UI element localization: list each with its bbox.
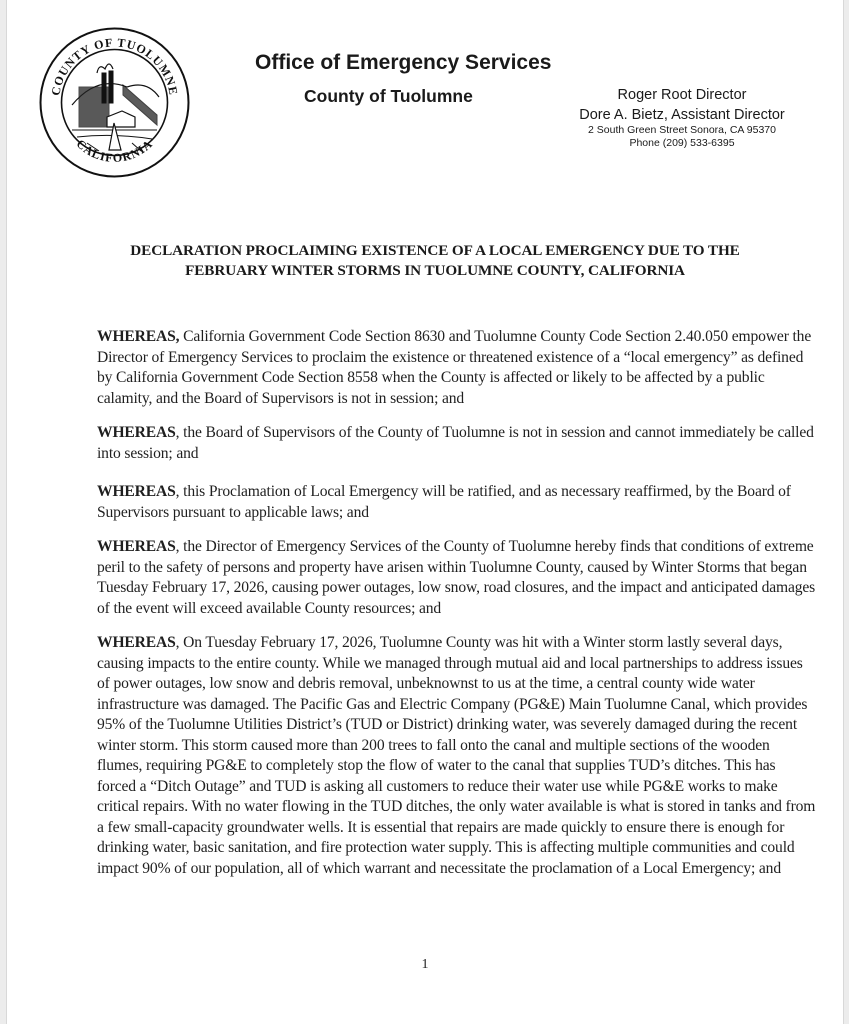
declaration-title-line-1: DECLARATION PROCLAIMING EXISTENCE OF A LOCAL EMERGENCY DUE TO THE bbox=[130, 242, 740, 259]
whereas-paragraph-3 bbox=[97, 482, 817, 523]
director-name: Roger Root Director bbox=[617, 87, 747, 103]
whereas-lead: WHEREAS, bbox=[97, 328, 180, 345]
assistant-director-name: Dore A. Bietz, Assistant Director bbox=[579, 107, 785, 123]
declaration-title-line-2: FEBRUARY WINTER STORMS IN TUOLUMNE COUNTY, CALIFORNIA bbox=[185, 262, 685, 279]
paragraph-text: , the Director of Emergency Services of the County of Tuolumne hereby finds that conditions of extreme peril to the safety of persons and property have arisen within Tuolumne County, caused by Winter Storms that began Tuesday February 17, 2026, causing power outages, low snow, road closures, and the impact and anticipated damages of the event will exceed available County resources; and bbox=[97, 538, 816, 617]
whereas-paragraph-4 bbox=[97, 537, 817, 619]
county-name: County of Tuolumne bbox=[304, 86, 473, 106]
declaration-title bbox=[77, 241, 793, 281]
whereas-lead: WHEREAS bbox=[97, 634, 176, 651]
whereas-paragraph-1 bbox=[97, 327, 817, 409]
whereas-paragraph-5 bbox=[97, 633, 817, 879]
paragraph-text: , this Proclamation of Local Emergency will be ratified, and as necessary reaffirmed, by the Board of Supervisors pursuant to applicable laws; and bbox=[97, 483, 791, 521]
whereas-paragraph-2 bbox=[97, 423, 817, 464]
document-page bbox=[6, 0, 844, 1024]
office-phone: Phone (209) 533-6395 bbox=[629, 137, 735, 149]
svg-text:CALIFORNIA: CALIFORNIA bbox=[73, 136, 156, 166]
page-number: 1 bbox=[421, 957, 429, 972]
paragraph-text: , the Board of Supervisors of the County of Tuolumne is not in session and cannot immediately be called into session; and bbox=[97, 424, 814, 462]
svg-text:COUNTY OF TUOLUMNE: COUNTY OF TUOLUMNE bbox=[48, 35, 181, 97]
whereas-lead: WHEREAS bbox=[97, 424, 176, 441]
paragraph-text: , On Tuesday February 17, 2026, Tuolumne County was hit with a Winter storm lastly several days, causing impacts to the entire county. While we managed through mutual aid and local partnerships to address issues of power outages, low snow and debris removal, unbeknownst to us at the time, a central county wide water infrastructure was damaged. The Pacific Gas and Electric Company (PG&E) Main Tuolumne Canal, which provides 95% of the Tuolumne Utilities District’s (TUD or District) drinking water, was severely damaged during the recent winter storm. This storm caused more than 200 trees to fall onto the canal and multiple sections of the wooden flumes, requiring PG&E to completely stop the flow of water to the canal that supplies TUD’s ditches. This has forced a “Ditch Outage” and TUD is asking all customers to reduce their water use while PG&E works to make critical repairs. With no water flowing in the TUD ditches, the only water available is what is stored in tanks and from a few small-capacity groundwater wells. It is essential that repairs are made quickly to ensure there is enough for drinking water, basic sanitation, and fire protection water supply. This is affecting multiple communities and could impact 90% of our population, all of which warrant and necessitate the proclamation of a Local Emergency; and bbox=[97, 634, 816, 877]
paragraph-text: California Government Code Section 8630 and Tuolumne County Code Section 2.40.050 empower the Director of Emergency Services to proclaim the existence or threatened existence of a “local emergency” as defined by California Government Code Section 8558 when the County is affected or likely to be affected by a public calamity, and the Board of Supervisors is not in session; and bbox=[97, 328, 812, 407]
letterhead-contact-block bbox=[547, 86, 817, 150]
office-address: 2 South Green Street Sonora, CA 95370 bbox=[588, 124, 776, 136]
county-seal-logo bbox=[37, 25, 192, 180]
office-name: Office of Emergency Services bbox=[255, 51, 552, 74]
whereas-lead: WHEREAS bbox=[97, 483, 176, 500]
declaration-body bbox=[97, 327, 817, 893]
whereas-lead: WHEREAS bbox=[97, 538, 176, 555]
